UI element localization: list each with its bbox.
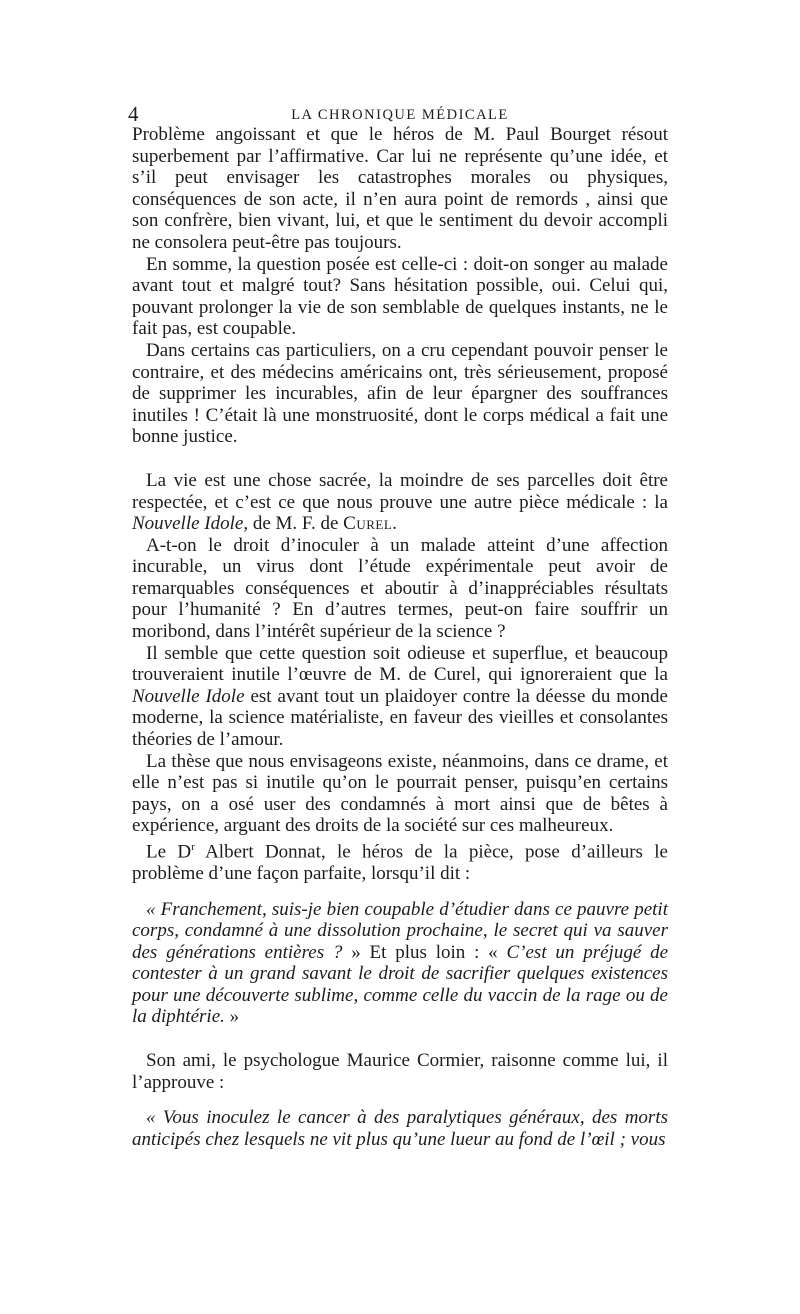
paragraph-text: .	[392, 513, 398, 535]
paragraph: La thèse que nous envisageons existe, néanmoins, dans ce drame, et elle n’est pas si inutile qu’on le pourrait penser, puisqu’en certains pays, on a osé user des condamnés à mort ainsi que de bêtes à expérience, arguant des droits de la société sur ces malheureux.	[132, 750, 668, 837]
running-title: LA CHRONIQUE MÉDICALE	[291, 107, 509, 123]
play-title: Nouvelle Idole	[132, 513, 244, 535]
spacer	[132, 885, 668, 899]
section-break	[132, 448, 668, 470]
quote-text: C’est un préjugé de contester à un grand savant le droit de sacrifier quelques existences pour une découverte sublime, comme celle du vaccin de la rage ou de la diphtérie.	[132, 941, 669, 1028]
spacer	[132, 1028, 668, 1050]
superscript: r	[191, 841, 195, 853]
article-body	[132, 124, 668, 1150]
paragraph-text: Il semble que cette question soit odieuse et superflue, et beaucoup trouveraient inutile l’œuvre de M. de Curel, qui ignoreraient que la	[132, 642, 668, 686]
paragraph: Problème angoissant et que le héros de M. Paul Bourget résout superbement par l’affirmative. Car lui ne représente qu’une idée, et s’il peut envisager les catastrophes morales ou physiques, conséquences de son acte, il n’en aura point de remords , ainsi que son confrère, bien vivant, lui, et que le sentiment du devoir accompli ne consolera peut-être pas toujours.	[132, 124, 668, 253]
play-title: Nouvelle Idole	[132, 685, 245, 707]
spacer	[132, 1093, 668, 1107]
block-quote	[132, 899, 668, 1029]
paragraph-text: Le D	[146, 841, 192, 863]
paragraph-text: , de M. F. de	[243, 513, 344, 535]
paragraph: A-t-on le droit d’inoculer à un malade atteint d’une affection incurable, un virus dont l’étude expérimentale peut avoir de remarquables conséquences et aboutir à d’inappréciables résultats pour l’humanité ? En d’autres termes, peut-on faire souffrir un moribond, dans l’intérêt supérieur de la science ?	[132, 534, 668, 643]
paragraph	[132, 643, 668, 751]
paragraph	[132, 837, 668, 885]
quote-text: « Franchement, suis-je bien coupable d’étudier dans ce pauvre petit corps, condamné à une dissolution prochaine, le secret qui va sauver des générations entières ?	[132, 898, 668, 963]
paragraph: Dans certains cas particuliers, on a cru cependant pouvoir penser le contraire, et des médecins américains ont, très sérieusement, proposé de supprimer les incurables, afin de leur épargner des souffrances inutiles ! C’était là une monstruosité, dont le corps médical a fait une bonne justice.	[132, 339, 668, 448]
paragraph: En somme, la question posée est celle-ci : doit-on songer au malade avant tout et malgré tout? Sans hésitation possible, oui. Celui qui, pouvant prolonger la vie de son semblable de quelques instants, ne le fait pas, est coupable.	[132, 253, 668, 340]
paragraph	[132, 470, 668, 535]
block-quote: « Vous inoculez le cancer à des paralytiques généraux, des morts anticipés chez lesquels ne vit plus qu’une lueur au fond de l’œil ; vous	[132, 1107, 668, 1150]
page-number: 4	[128, 102, 139, 126]
author-name: Curel	[343, 513, 393, 535]
paragraph-text: La vie est une chose sacrée, la moindre de ses parcelles doit être respectée, et c’est ce que nous prouve une autre pièce médicale : la	[132, 469, 668, 513]
paragraph: Son ami, le psychologue Maurice Cormier, raisonne comme lui, il l’approuve :	[132, 1050, 668, 1093]
quote-connector: » Et plus loin : «	[351, 941, 498, 963]
paragraph-text: Albert Donnat, le héros de la pièce, pose d’ailleurs le problème d’une façon parfaite, lorsqu’il dit :	[132, 841, 668, 884]
running-header	[128, 100, 668, 126]
quote-close: »	[229, 1006, 240, 1028]
paragraph-text: est avant tout un plaidoyer contre la déesse du monde moderne, la science matérialiste, en faveur des vieilles et consolantes théories de l’amour.	[132, 685, 668, 751]
